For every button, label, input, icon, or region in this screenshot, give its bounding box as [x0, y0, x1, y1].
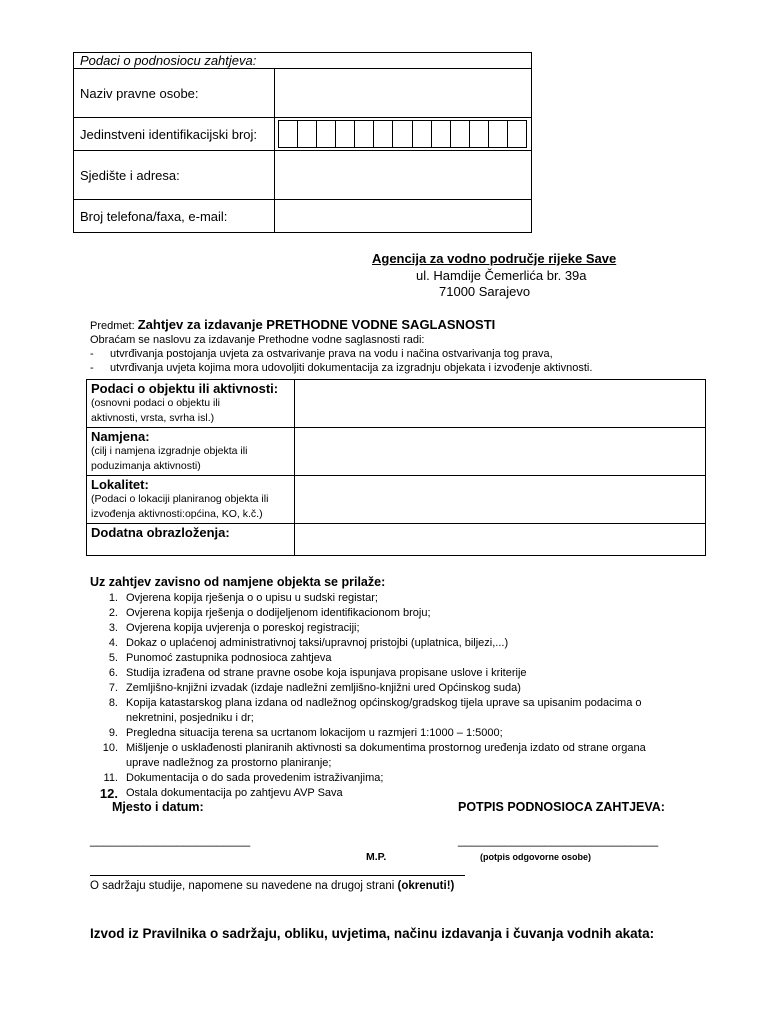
- digit-box[interactable]: [469, 120, 489, 148]
- signature-note: (potpis odgovorne osobe): [480, 852, 591, 862]
- digit-box[interactable]: [431, 120, 451, 148]
- divider: [90, 875, 465, 876]
- digit-box[interactable]: [412, 120, 432, 148]
- digit-box[interactable]: [488, 120, 508, 148]
- id-digit-boxes: [279, 120, 527, 148]
- subject-line: [90, 318, 710, 333]
- stamp-label: M.P.: [366, 851, 387, 863]
- list-item: 11. Dokumentacija o do sada provedenim istraživanjima;: [103, 772, 384, 784]
- list-item: 9. Pregledna situacija terena sa ucrtanom lokacijom u razmjeri 1:1000 – 1:5000;: [108, 727, 503, 739]
- location-field[interactable]: [295, 476, 706, 524]
- digit-box[interactable]: [335, 120, 355, 148]
- signature-line[interactable]: ______________________________: [458, 833, 659, 847]
- applicant-table: [73, 52, 532, 233]
- subject-intro: Obraćam se naslovu za izdavanje Prethodne vodne saglasnosti radi:: [90, 334, 425, 346]
- subject-bullet: - utvrđivanja uvjeta kojima mora udovoljiti dokumentacija za izgradnju objekata i izvođenje aktivnosti.: [90, 362, 593, 374]
- digit-box[interactable]: [450, 120, 470, 148]
- list-item: 10. Mišljenje o usklađenosti planiranih aktivnosti sa dokumentima prostornog uređenja izdato od strane organa uprave nadležnog za prostorno planiranje;: [102, 742, 646, 769]
- signature-label: POTPIS PODNOSIOCA ZAHTJEVA:: [458, 800, 665, 814]
- field-label-address: Sjedište i adresa:: [74, 151, 275, 200]
- object-info-field[interactable]: [295, 380, 706, 428]
- subject-prefix: Predmet:: [90, 320, 135, 332]
- attachments-lead: Uz zahtjev zavisno od namjene objekta se prilaže:: [90, 575, 386, 589]
- legal-name-field[interactable]: [275, 69, 532, 118]
- agency-name: Agencija za vodno područje rijeke Save: [372, 251, 617, 266]
- subject-title: Zahtjev za izdavanje PRETHODNE VODNE SAGLASNOSTI: [137, 317, 496, 332]
- field-label-legal-name: Naziv pravne osobe:: [74, 69, 275, 118]
- digit-box[interactable]: [297, 120, 317, 148]
- address-field[interactable]: [275, 151, 532, 200]
- additional-notes-label: Dodatna obrazloženja:: [87, 524, 295, 556]
- subject-bullet: - utvrđivanja postojanja uvjeta za ostvarivanje prava na vodu i načina ostvarivanja tog prava,: [90, 348, 553, 360]
- list-item: 3. Ovjerena kopija uvjerenja o poreskoj registraciji;: [108, 622, 360, 634]
- attachments-list: [90, 575, 730, 801]
- applicant-header: Podaci o podnosiocu zahtjeva:: [74, 53, 532, 69]
- id-number-field[interactable]: [275, 118, 532, 151]
- additional-notes-field[interactable]: [295, 524, 706, 556]
- agency-street: ul. Hamdije Čemerlića br. 39a: [416, 268, 587, 283]
- list-item: 2. Ovjerena kopija rješenja o dodijeljenom identifikacionom broju;: [108, 607, 431, 619]
- digit-box[interactable]: [278, 120, 298, 148]
- agency-city: 71000 Sarajevo: [439, 284, 531, 299]
- list-item: 7. Zemljišno-knjižni izvadak (izdaje nadležni zemljišno-knjižni ured Općinskog suda): [108, 682, 521, 694]
- contact-field[interactable]: [275, 200, 532, 233]
- purpose-field[interactable]: [295, 428, 706, 476]
- location-label: Lokalitet: (Podaci o lokaciji planiranog objekta ili izvođenja aktivnosti:općina, KO, k.č.): [87, 476, 295, 524]
- list-item: 8. Kopija katastarskog plana izdana od nadležnog općinskog/gradskog tijela uprave sa upisanim podacima o nekretnini, posjedniku i dr;: [108, 697, 642, 724]
- study-note: O sadržaju studije, napomene su navedene na drugoj strani (okrenuti!): [90, 880, 455, 892]
- field-label-id-number: Jedinstveni identifikacijski broj:: [74, 118, 275, 151]
- footer-heading: Izvod iz Pravilnika o sadržaju, obliku, uvjetima, načinu izdavanja i čuvanja vodnih akata:: [90, 926, 655, 941]
- place-date-label: Mjesto i datum:: [112, 800, 204, 814]
- field-label-contact: Broj telefona/faxa, e-mail:: [74, 200, 275, 233]
- list-item: 1. Ovjerena kopija rješenja o o upisu u sudski registar;: [108, 592, 378, 604]
- digit-box[interactable]: [373, 120, 393, 148]
- object-info-label: Podaci o objektu ili aktivnosti: (osnovni podaci o objektu ili aktivnosti, vrsta, svrha isl.): [87, 380, 295, 428]
- digit-box[interactable]: [316, 120, 336, 148]
- place-date-line[interactable]: ________________________: [90, 833, 251, 847]
- list-item: 5. Punomoć zastupnika podnosioca zahtjeva: [108, 652, 332, 664]
- object-table: [86, 379, 706, 556]
- list-item: 12. Ostala dokumentacija po zahtjevu AVP Sava: [99, 786, 343, 801]
- digit-box[interactable]: [507, 120, 527, 148]
- purpose-label: Namjena: (cilj i namjena izgradnje objekta ili poduzimanja aktivnosti): [87, 428, 295, 476]
- list-item: 4. Dokaz o uplaćenoj administrativnoj taksi/upravnoj pristojbi (uplatnica, biljezi,...): [108, 637, 509, 649]
- digit-box[interactable]: [354, 120, 374, 148]
- list-item: 6. Studija izrađena od strane pravne osobe koja ispunjava propisane uslove i kriterije: [108, 667, 527, 679]
- digit-box[interactable]: [392, 120, 412, 148]
- subject-block: [90, 318, 710, 375]
